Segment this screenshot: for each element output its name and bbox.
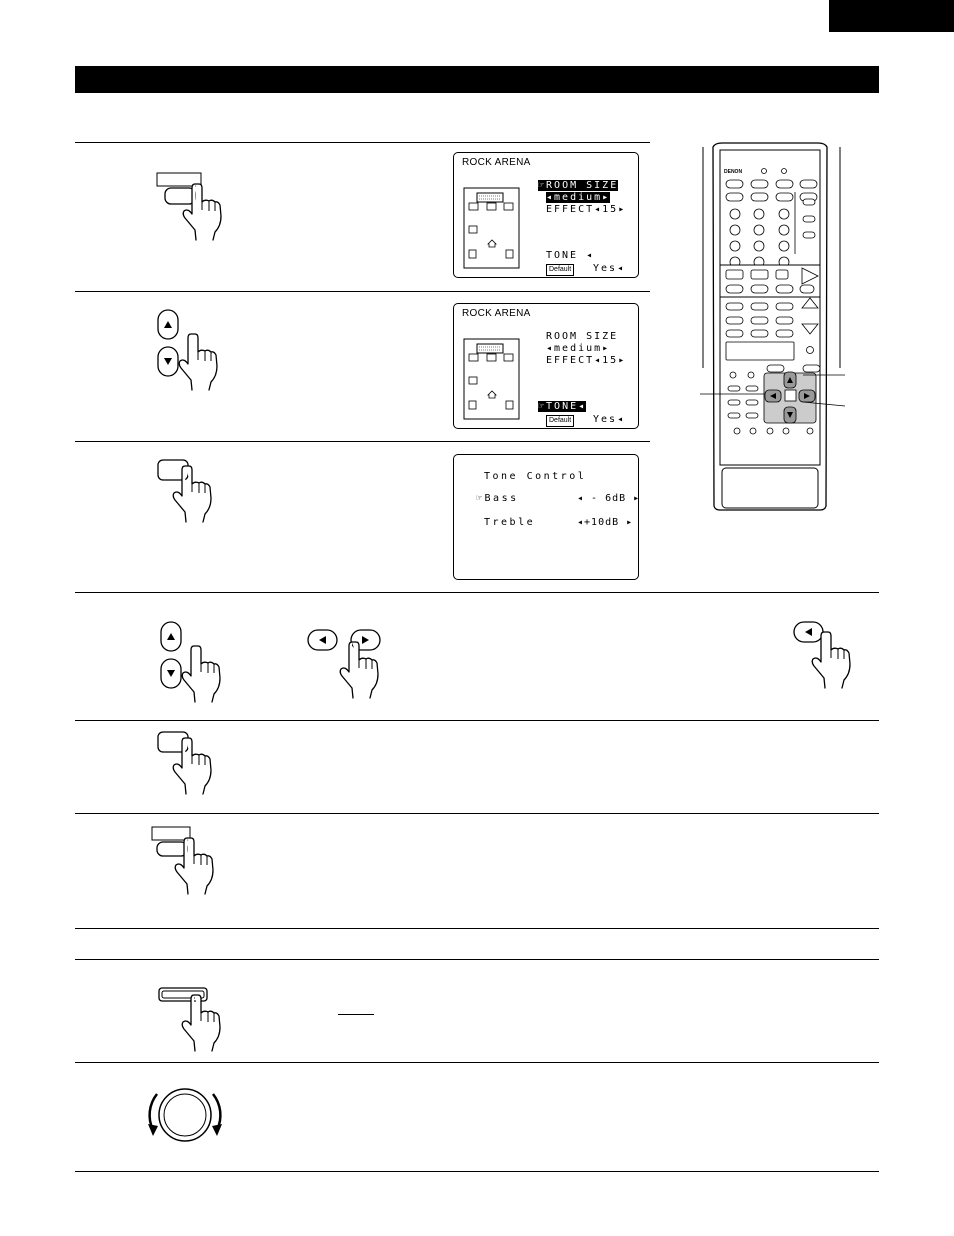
hand-press-icon bbox=[182, 646, 220, 702]
tone-label: TONE bbox=[546, 401, 579, 412]
speaker-layout-icon bbox=[464, 339, 520, 421]
effect-label: EFFECT bbox=[546, 204, 595, 215]
up-down-button-press-illustration bbox=[155, 622, 235, 697]
divider bbox=[75, 142, 650, 143]
osd-title: ROCK ARENA bbox=[462, 308, 531, 319]
default-badge: Default bbox=[546, 264, 574, 276]
page-tab bbox=[829, 0, 954, 32]
remote-control-illustration bbox=[700, 140, 850, 515]
room-size-label: ROOM SIZE bbox=[546, 180, 619, 191]
treble-value: +10dB bbox=[584, 517, 620, 528]
divider bbox=[75, 1062, 879, 1063]
divider bbox=[75, 959, 879, 960]
up-arrow-icon bbox=[158, 310, 178, 339]
divider bbox=[75, 291, 650, 292]
room-size-value: medium bbox=[554, 192, 603, 203]
yes-label: Yes bbox=[593, 263, 618, 274]
left-button-press-illustration bbox=[792, 620, 862, 675]
osd-screen-room-size: ROCK ARENA ☞ROOM SIZE ◂medium▸ EFFECT◂15▸ TONE ◂ Default Yes◂ bbox=[453, 152, 639, 278]
menu-button-press-illustration bbox=[150, 826, 230, 896]
effect-value: 15 bbox=[602, 355, 619, 366]
hand-press-icon bbox=[179, 334, 217, 390]
tone-control-title: Tone Control bbox=[484, 471, 587, 482]
yes-label: Yes bbox=[593, 414, 618, 425]
bass-value: - 6dB bbox=[591, 493, 627, 504]
menu-button-press-illustration bbox=[155, 170, 235, 240]
divider bbox=[75, 441, 650, 442]
left-right-button-press-illustration bbox=[305, 628, 395, 693]
tone-label: TONE bbox=[546, 250, 579, 261]
treble-label: Treble bbox=[484, 517, 536, 528]
left-arrow-icon bbox=[308, 630, 337, 650]
speaker-layout-icon bbox=[464, 188, 520, 270]
divider bbox=[75, 720, 879, 721]
underline-mark bbox=[338, 1014, 374, 1015]
bass-label: Bass bbox=[484, 493, 519, 504]
up-arrow-icon bbox=[161, 622, 181, 651]
tone-defeat-button-press-illustration bbox=[158, 987, 238, 1047]
enter-button-press-illustration bbox=[155, 730, 235, 790]
divider bbox=[75, 928, 879, 929]
osd-title: ROCK ARENA bbox=[462, 157, 531, 168]
section-header-bar bbox=[75, 66, 879, 93]
room-size-label: ROOM SIZE bbox=[546, 331, 619, 342]
divider bbox=[75, 1171, 879, 1172]
enter-button-press-illustration bbox=[155, 458, 235, 518]
default-badge: Default bbox=[546, 415, 574, 427]
left-arrow-icon bbox=[794, 622, 823, 642]
hand-press-icon bbox=[182, 995, 220, 1051]
up-down-button-press-illustration bbox=[155, 310, 235, 385]
rotary-dial-icon bbox=[143, 1072, 233, 1162]
divider bbox=[75, 813, 879, 814]
osd-screen-tone-select: ROCK ARENA ROOM SIZE ◂medium▸ EFFECT◂15▸ ☞TONE◂ Default Yes◂ bbox=[453, 303, 639, 429]
effect-value: 15 bbox=[602, 204, 619, 215]
effect-label: EFFECT bbox=[546, 355, 595, 366]
remote-brand: DENON bbox=[724, 169, 743, 175]
down-arrow-icon bbox=[158, 347, 178, 376]
divider bbox=[75, 592, 879, 593]
down-arrow-icon bbox=[161, 659, 181, 688]
room-size-value: medium bbox=[554, 343, 603, 354]
osd-screen-tone-control: Tone Control ☞Bass ◂ - 6dB ▸ Treble ◂+10dB ▸ bbox=[453, 454, 639, 580]
